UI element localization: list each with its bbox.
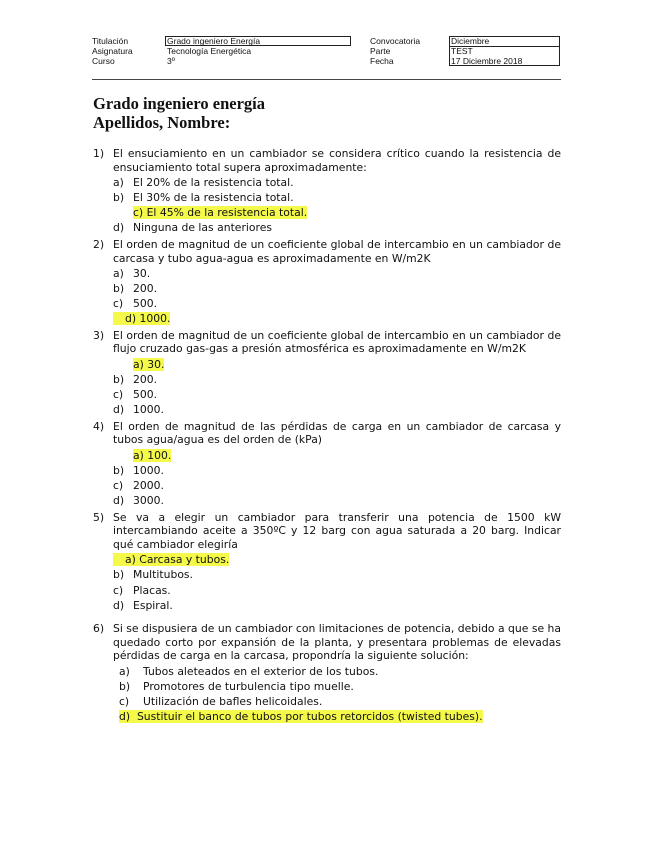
- asignatura-value: Tecnología Energética: [167, 46, 252, 56]
- header-divider: [92, 79, 561, 80]
- option-text: 3000.: [133, 494, 164, 508]
- option-letter: b): [113, 190, 125, 204]
- option-text: 30.: [147, 357, 165, 371]
- option-text: Multitubos.: [133, 568, 193, 582]
- option-text: El 45% de la resistencia total.: [146, 206, 308, 220]
- question-2: [93, 238, 561, 326]
- question-6: [93, 622, 561, 724]
- option-text: 1000.: [133, 403, 164, 417]
- titulacion-value: Grado ingeniero Energía: [167, 36, 261, 46]
- titulacion-label: Titulación: [92, 36, 129, 46]
- option-text: 500.: [133, 388, 158, 402]
- question-text: El ensuciamiento en un cambiador se considera crítico cuando la resistencia de ensuciamiento total supera aproximadamente:: [113, 147, 561, 174]
- option-text: 500.: [133, 297, 158, 311]
- option-b: [113, 464, 561, 478]
- option-letter: a): [133, 357, 144, 371]
- option-a-highlighted: [113, 358, 561, 372]
- option-text: 200.: [133, 281, 158, 295]
- option-text: Placas.: [133, 583, 171, 597]
- question-text: El orden de magnitud de un coeficiente global de intercambio en un cambiador de flujo cruzado gas-gas a presión atmosférica es aproximadamente en W/m2K: [113, 328, 561, 356]
- option-text: El 30% de la resistencia total.: [133, 190, 294, 204]
- option-d: [113, 494, 561, 508]
- header-row: [92, 56, 560, 66]
- option-text: Sustituir el banco de tubos por tubos retorcidos (twisted tubes).: [136, 710, 483, 724]
- question-number: 5): [93, 510, 105, 524]
- option-d-highlighted: [119, 710, 561, 724]
- option-b: [113, 373, 561, 387]
- option-letter: a): [119, 664, 130, 678]
- question-number: 4): [93, 419, 105, 433]
- option-letter: c): [119, 695, 130, 709]
- option-text: 200.: [133, 372, 158, 386]
- option-letter: c): [113, 583, 124, 597]
- question-text: Si se dispusiera de un cambiador con limitaciones de potencia, debido a que se ha quedado corto por expansión de la planta, y presentara problemas de elevadas pérdidas de carga en la carcasa, propondría la siguiente solución:: [113, 622, 561, 663]
- option-d: [113, 599, 561, 613]
- option-letter: b): [113, 372, 125, 386]
- option-c: [113, 584, 561, 598]
- option-b: [119, 680, 561, 694]
- question-3: [93, 329, 561, 417]
- option-text: Ninguna de las anteriores: [133, 221, 272, 235]
- option-letter: b): [113, 568, 125, 582]
- option-a: [119, 665, 561, 679]
- option-a: [113, 267, 561, 281]
- question-text: Se va a elegir un cambiador para transferir una potencia de 1500 kW intercambiando aceite a 350ºC y 12 barg con agua saturada a 20 barg. Indicar qué cambiador elegiría: [113, 510, 561, 551]
- option-letter: c): [113, 297, 124, 311]
- question-text: El orden de magnitud de las pérdidas de carga en un cambiador de carcasa y tubos agua/agua es del orden de (kPa): [113, 419, 561, 447]
- option-c: [113, 297, 561, 311]
- option-letter: d): [113, 403, 125, 417]
- option-letter: c): [113, 388, 124, 402]
- option-letter: c): [133, 206, 144, 220]
- question-5: [93, 511, 561, 613]
- option-letter: d): [113, 598, 125, 612]
- question-number: 2): [93, 237, 105, 251]
- option-letter: d): [113, 221, 125, 235]
- option-d-highlighted: [113, 312, 561, 326]
- header-row: [92, 46, 560, 56]
- option-c: [119, 695, 561, 709]
- option-text: Carcasa y tubos.: [139, 553, 230, 567]
- title-degree: Grado ingeniero energía: [93, 94, 266, 113]
- option-b: [113, 191, 561, 205]
- option-text: Utilización de bafles helicoidales.: [143, 695, 323, 709]
- option-a: [113, 176, 561, 190]
- option-c: [113, 388, 561, 402]
- parte-label: Parte: [370, 46, 391, 56]
- option-letter: a): [113, 266, 124, 280]
- option-b: [113, 568, 561, 582]
- question-text: El orden de magnitud de un coeficiente global de intercambio en un cambiador de carcasa y tubo agua-agua es aproximadamente en W/m2K: [113, 237, 561, 265]
- option-letter: d): [119, 710, 131, 724]
- page-title: [93, 94, 265, 132]
- option-letter: d): [125, 312, 137, 326]
- question-1: [93, 147, 561, 235]
- option-b: [113, 282, 561, 296]
- option-letter: a): [125, 553, 136, 567]
- option-letter: c): [113, 478, 124, 492]
- convocatoria-label: Convocatoria: [370, 36, 421, 46]
- option-letter: b): [113, 463, 125, 477]
- option-text: 1000.: [139, 312, 171, 326]
- question-number: 3): [93, 328, 105, 342]
- question-number: 6): [93, 622, 105, 636]
- option-c-highlighted: [113, 206, 561, 220]
- option-letter: a): [113, 175, 124, 189]
- option-letter: a): [133, 448, 144, 462]
- option-text: El 20% de la resistencia total.: [133, 175, 294, 189]
- option-letter: b): [119, 679, 131, 693]
- question-number: 1): [93, 147, 105, 160]
- option-d: [113, 403, 561, 417]
- option-letter: d): [113, 494, 125, 508]
- option-text: Tubos aleteados en el exterior de los tubos.: [143, 664, 379, 678]
- option-a-highlighted: [113, 449, 561, 463]
- convocatoria-value: Diciembre: [451, 36, 490, 46]
- option-text: 1000.: [133, 463, 164, 477]
- option-letter: b): [113, 281, 125, 295]
- option-text: 2000.: [133, 478, 164, 492]
- question-4: [93, 420, 561, 508]
- option-d: [113, 221, 561, 235]
- question-list: [93, 147, 561, 727]
- option-text: 100.: [147, 448, 172, 462]
- parte-value: TEST: [451, 46, 473, 56]
- option-text: Promotores de turbulencia tipo muelle.: [143, 679, 354, 693]
- option-a-highlighted: [113, 553, 561, 567]
- option-text: 30.: [133, 266, 151, 280]
- header-row: [92, 36, 560, 46]
- option-c: [113, 479, 561, 493]
- exam-header: [92, 36, 560, 66]
- curso-label: Curso: [92, 56, 115, 66]
- fecha-label: Fecha: [370, 56, 394, 66]
- option-text: Espiral.: [133, 598, 173, 612]
- title-name-field: Apellidos, Nombre:: [93, 113, 231, 132]
- curso-value: 3º: [167, 56, 175, 66]
- fecha-value: 17 Diciembre 2018: [451, 56, 523, 66]
- asignatura-label: Asignatura: [92, 46, 133, 56]
